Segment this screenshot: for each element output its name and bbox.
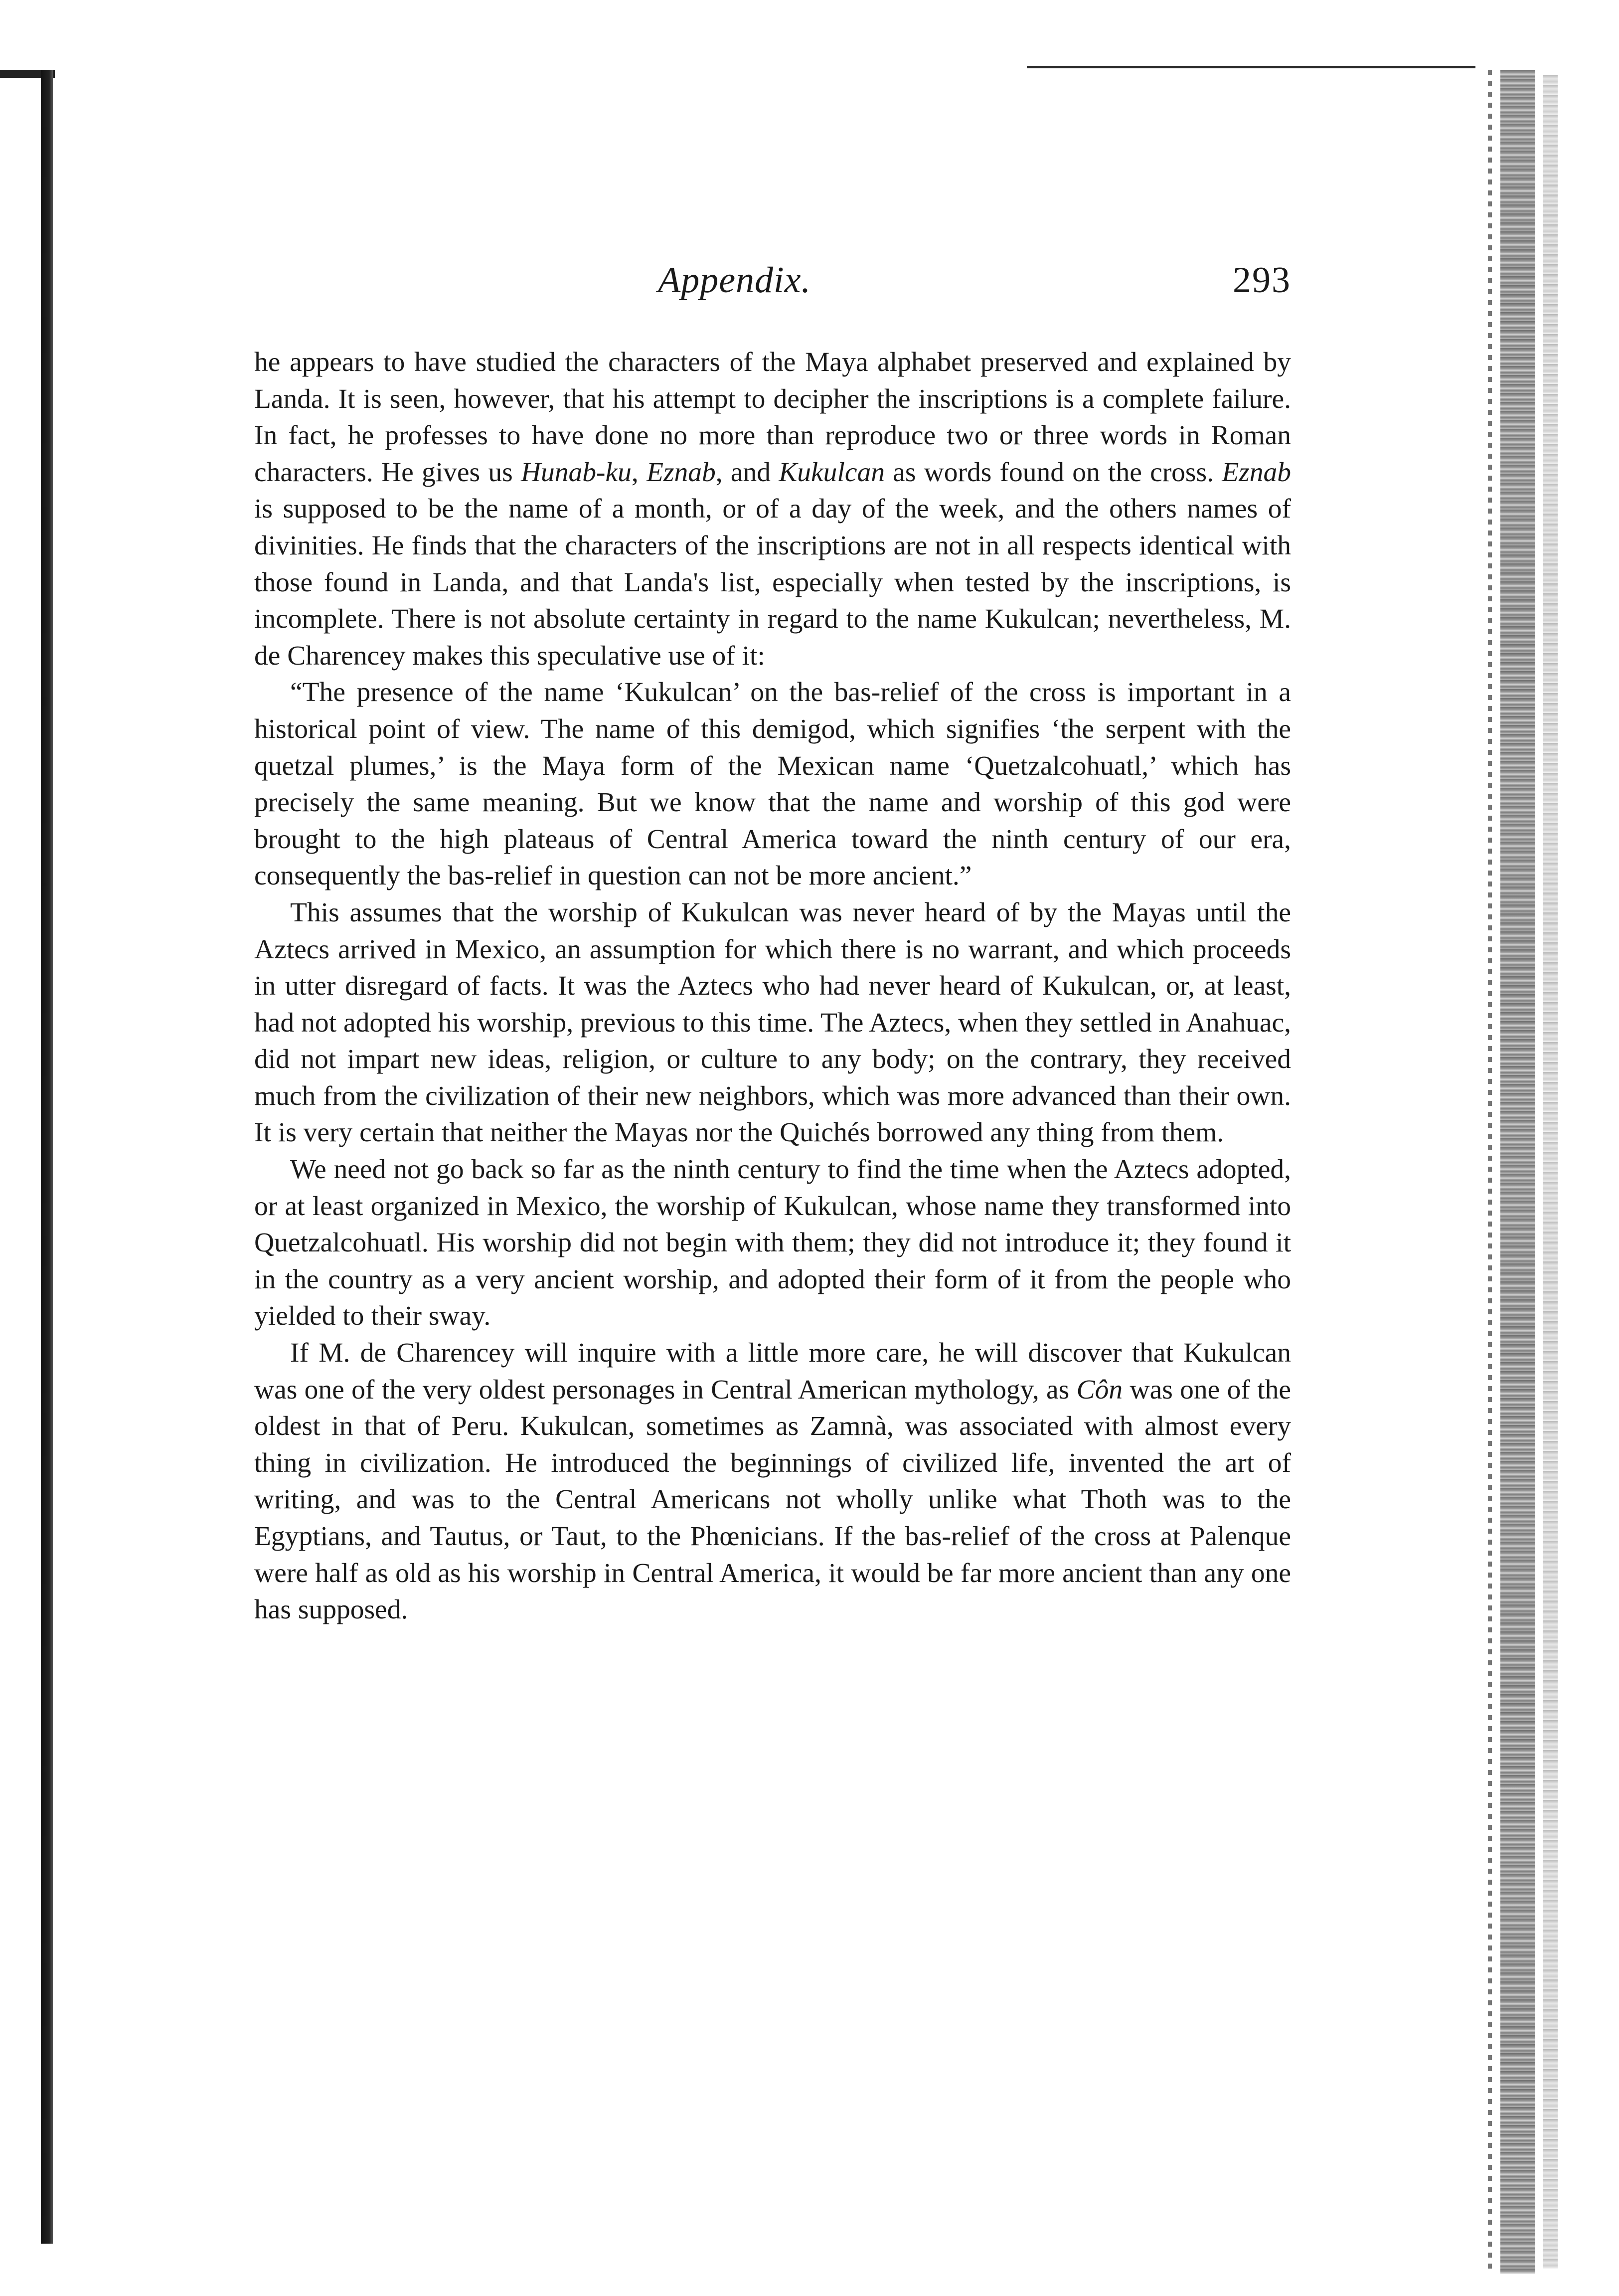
text-run: , — [631, 457, 647, 488]
scan-edge-top — [1027, 66, 1475, 68]
scan-edge-left — [41, 70, 53, 2244]
paragraph-3 — [254, 894, 1291, 1151]
scan-edge-right — [1488, 70, 1492, 2274]
text-run: is supposed to be the name of a month, or of a day of the week, and the others names of divinities. He finds that the characters of the inscriptions are not in all respects identical with those found in Landa, and that Landa's list, especially when tested by the inscriptions, is incomplete. There is not absolute certainty in regard to the name Kukulcan; nevertheless, M. de Charencey makes this speculative use of it: — [254, 494, 1291, 671]
running-head — [254, 259, 1291, 314]
text-run: he appears to have studied the characters of the Maya alphabet preserved and explained by Landa. It is seen, however, that his attempt to decipher the inscriptions is a complete failure. In fact, he professes to have done no more than reproduce two or three words in Roman characters. He gives us — [254, 347, 1291, 488]
text-run: We need not go back so far as the ninth century to find the time when the Aztecs adopted, or at least organized in Mexico, the worship of Kukulcan, whose name they transformed into Quetzalcohuatl. His worship did not begin with them; they did not introduce it; they found it in the country as a very ancient worship, and adopted their form of it from the people who yielded to their sway. — [254, 1154, 1291, 1332]
text-run: If M. de Charencey will inquire with a little more care, he will discover that Kukulcan was one of the very oldest personages in Central American mythology, as — [254, 1338, 1291, 1405]
body-text — [254, 344, 1291, 1628]
italic-term: Côn — [1076, 1374, 1123, 1405]
italic-term: Hunab-ku — [520, 457, 632, 488]
paragraph-5 — [254, 1335, 1291, 1628]
paragraph-4 — [254, 1151, 1291, 1335]
text-run: This assumes that the worship of Kukulcan was never heard of by the Mayas until the Aztecs arrived in Mexico, an assumption for which there is no warrant, and which proceeds in utter disregard of facts. It was the Aztecs who had never heard of Kukulcan, or, at least, had not adopted his worship, previous to this time. The Aztecs, when they settled in Anahuac, did not impart new ideas, religion, or culture to any body; on the contrary, they received much from the civilization of their new neighbors, which was more advanced than their own. It is very certain that neither the Mayas nor the Quichés borrowed any thing from them. — [254, 897, 1291, 1148]
scan-spine — [1500, 70, 1535, 2274]
italic-term: Kukulcan — [779, 457, 885, 488]
italic-term: Eznab — [1222, 457, 1291, 488]
text-run: as words found on the cross. — [884, 457, 1222, 488]
text-run: “The presence of the name ‘Kukulcan’ on the bas-relief of the cross is important in a historical point of view. The name of this demigod, which signifies ‘the serpent with the quetzal plumes,’ is the Maya form of the Mexican name ‘Quetzalcohuatl,’ which has precisely the same meaning. But we know that the name and worship of this god were brought to the high plateaus of Central America toward the ninth century of our era, consequently the bas-relief in question can not be more ancient.” — [254, 677, 1291, 891]
text-run: , and — [715, 457, 779, 488]
text-run: was one of the oldest in that of Peru. Kukulcan, sometimes as Zamnà, was associated with almost every thing in civilization. He introduced the beginnings of civilized life, invented the art of writing, and was to the Central Americans not wholly unlike what Thoth was to the Egyptians, and Tautus, or Taut, to the Phœnicians. If the bas-relief of the cross at Palenque were half as old as his worship in Central America, it would be far more ancient than any one has supposed. — [254, 1374, 1292, 1625]
scan-spine-shadow — [1543, 75, 1558, 2269]
running-title: Appendix. — [658, 260, 811, 301]
paragraph-2-quotation — [254, 674, 1291, 894]
italic-term: Eznab — [647, 457, 716, 488]
page-number: 293 — [1233, 260, 1291, 301]
paragraph-1 — [254, 344, 1291, 674]
